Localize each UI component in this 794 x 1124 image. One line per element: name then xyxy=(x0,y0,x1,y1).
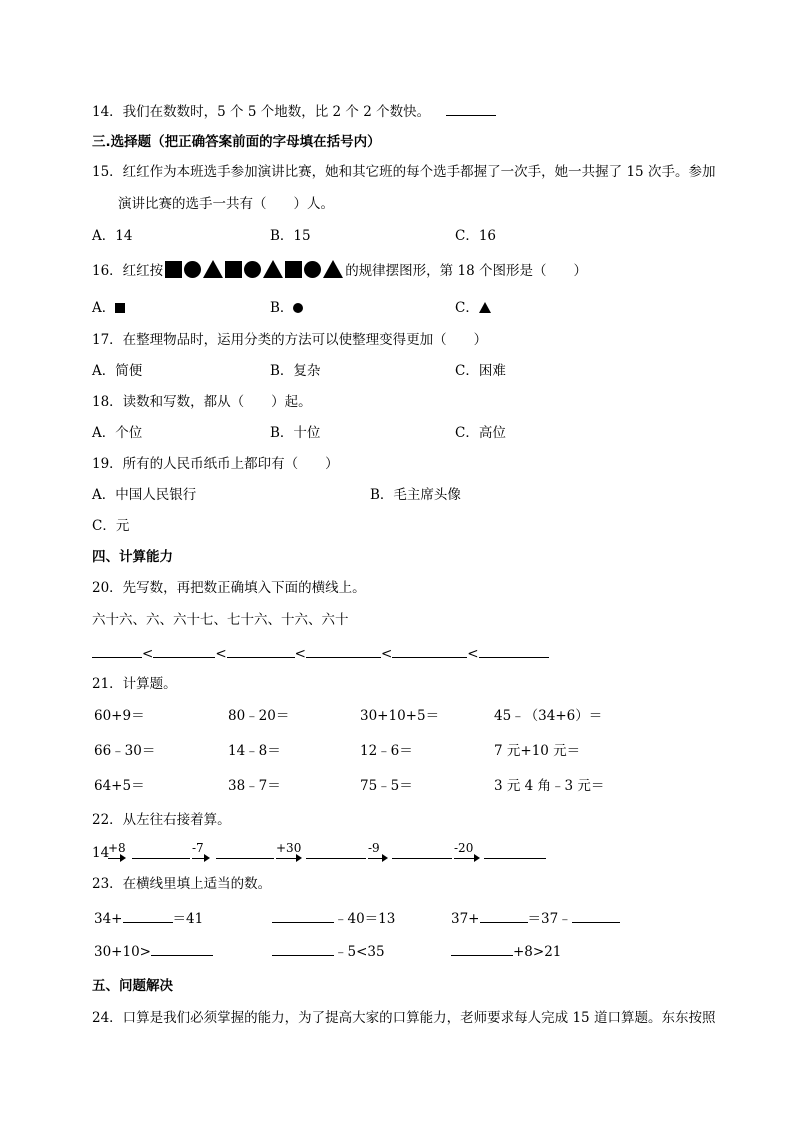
answer-blank[interactable] xyxy=(92,643,142,658)
triangle-icon xyxy=(203,260,223,278)
answer-blank[interactable] xyxy=(272,908,334,923)
option-c[interactable]: C．高位 xyxy=(455,425,506,441)
less-than: < xyxy=(215,646,227,662)
answer-blank[interactable] xyxy=(392,643,467,658)
option-a[interactable]: A．简便 xyxy=(92,363,143,379)
question-15-line2: 演讲比赛的选手一共有（ ）人。 xyxy=(118,196,334,212)
triangle-icon xyxy=(263,260,283,278)
fill-text: +8>21 xyxy=(513,944,562,960)
section-3-title: 三.选择题（把正确答案前面的字母填在括号内） xyxy=(92,134,381,150)
less-than: < xyxy=(294,646,306,662)
calc-item[interactable]: 38﹣7＝ xyxy=(228,778,281,794)
fill-text: ﹣5<35 xyxy=(334,944,385,960)
square-icon xyxy=(165,261,182,278)
chain-op: +8 xyxy=(108,841,126,855)
section-5-title: 五、问题解决 xyxy=(92,978,173,994)
question-14 xyxy=(92,101,496,121)
fill-text: 37+ xyxy=(451,911,480,927)
answer-blank[interactable] xyxy=(153,643,215,658)
arrow-icon xyxy=(204,854,210,862)
fill-text: ＝37﹣ xyxy=(527,911,572,927)
fill-text: 34+ xyxy=(94,911,123,927)
fill-item xyxy=(451,908,620,928)
fill-text: ＝41 xyxy=(172,911,204,927)
chain-op: -7 xyxy=(192,841,204,855)
option-letter: A． xyxy=(92,300,116,316)
number-list: 六十六、六、六十七、七十六、十六、六十 xyxy=(92,612,349,628)
option-b[interactable]: B．十位 xyxy=(270,425,321,441)
chain-start: 14 xyxy=(92,845,110,861)
calc-item[interactable]: 45﹣（34+6）＝ xyxy=(494,708,603,724)
arrow-icon xyxy=(474,854,480,862)
square-icon xyxy=(115,303,125,313)
answer-blank[interactable] xyxy=(480,908,528,923)
option-c[interactable] xyxy=(455,299,491,317)
chain-op: -9 xyxy=(368,841,380,855)
fill-item xyxy=(451,941,561,961)
answer-blank[interactable] xyxy=(484,858,546,859)
chain-op: -20 xyxy=(454,841,474,855)
option-b[interactable] xyxy=(270,299,303,317)
calc-item[interactable]: 14﹣8＝ xyxy=(228,743,281,759)
circle-icon xyxy=(244,261,261,278)
calc-item[interactable]: 60+9＝ xyxy=(94,708,145,724)
fill-item xyxy=(94,941,213,961)
answer-blank[interactable] xyxy=(572,908,620,923)
option-letter: B． xyxy=(270,300,294,316)
chain-op: +30 xyxy=(276,841,302,855)
triangle-icon xyxy=(323,260,343,278)
answer-blank[interactable] xyxy=(392,858,452,859)
less-than: < xyxy=(380,646,393,662)
answer-blank[interactable] xyxy=(479,643,549,658)
fill-text: 30+10> xyxy=(94,944,151,960)
answer-blank[interactable] xyxy=(451,941,513,956)
question-19: 19．所有的人民币纸币上都印有（ ） xyxy=(92,456,339,472)
answer-blank[interactable] xyxy=(216,858,274,859)
question-21: 21．计算题。 xyxy=(92,676,177,692)
calc-item[interactable]: 30+10+5＝ xyxy=(360,708,440,724)
answer-blank[interactable] xyxy=(123,908,173,923)
option-c[interactable]: C．16 xyxy=(455,228,497,244)
question-16 xyxy=(92,260,587,280)
fill-item xyxy=(94,908,203,928)
fill-item xyxy=(272,941,385,961)
answer-blank[interactable] xyxy=(306,858,366,859)
fill-item xyxy=(272,908,395,928)
calc-item[interactable]: 7 元+10 元＝ xyxy=(494,743,581,759)
option-b[interactable]: B．复杂 xyxy=(270,363,321,379)
circle-icon xyxy=(304,261,321,278)
shape-pattern xyxy=(165,260,343,278)
arrow-line xyxy=(276,858,298,859)
option-b[interactable]: B．毛主席头像 xyxy=(370,487,461,503)
option-b[interactable]: B．15 xyxy=(270,228,311,244)
answer-blank[interactable] xyxy=(132,858,190,859)
question-16-prefix: 16．红红按 xyxy=(92,263,164,279)
option-c[interactable]: C．困难 xyxy=(455,363,506,379)
option-c[interactable]: C．元 xyxy=(92,518,130,534)
answer-blank[interactable] xyxy=(306,643,381,658)
question-16-suffix: 的规律摆图形，第 18 个图形是（ ） xyxy=(345,263,587,279)
less-than: < xyxy=(467,646,479,662)
question-17: 17．在整理物品时，运用分类的方法可以使整理变得更加（ ） xyxy=(92,332,488,348)
arrow-line xyxy=(454,858,476,859)
answer-blank[interactable] xyxy=(272,941,334,956)
ordering-blanks xyxy=(92,643,549,663)
question-18: 18．读数和写数，都从（ ）起。 xyxy=(92,394,312,410)
section-4-title: 四、计算能力 xyxy=(92,549,173,565)
circle-icon xyxy=(293,303,303,313)
calc-item[interactable]: 3 元 4 角﹣3 元＝ xyxy=(494,778,605,794)
option-a[interactable]: A．个位 xyxy=(92,425,143,441)
arrow-icon xyxy=(382,854,388,862)
fill-text: ﹣40＝13 xyxy=(334,911,396,927)
square-icon xyxy=(225,261,242,278)
question-23: 23．在横线里填上适当的数。 xyxy=(92,876,272,892)
calc-item[interactable]: 64+5＝ xyxy=(94,778,145,794)
calc-item[interactable]: 12﹣6＝ xyxy=(360,743,413,759)
option-a[interactable]: A．中国人民银行 xyxy=(92,487,197,503)
question-14-text: 14．我们在数数时，5 个 5 个地数，比 2 个 2 个数快。 xyxy=(92,104,431,120)
answer-blank[interactable] xyxy=(446,101,496,116)
calc-item[interactable]: 66﹣30＝ xyxy=(94,743,156,759)
question-24: 24．口算是我们必须掌握的能力，为了提高大家的口算能力，老师要求每人完成 15 道口算题。东东按照 xyxy=(92,1010,716,1026)
calc-item[interactable]: 75﹣5＝ xyxy=(360,778,413,794)
question-15-line1: 15．红红作为本班选手参加演讲比赛，她和其它班的每个选手都握了一次手，她一共握了 15 次手。参加 xyxy=(92,164,716,180)
triangle-icon xyxy=(479,302,491,313)
less-than: < xyxy=(142,646,154,662)
circle-icon xyxy=(184,261,201,278)
question-20: 20．先写数，再把数正确填入下面的横线上。 xyxy=(92,580,366,596)
question-22: 22．从左往右接着算。 xyxy=(92,812,231,828)
option-a[interactable]: A．14 xyxy=(92,228,133,244)
arrow-icon xyxy=(120,854,126,862)
answer-blank[interactable] xyxy=(151,941,213,956)
square-icon xyxy=(285,261,302,278)
option-letter: C． xyxy=(455,300,479,316)
arrow-icon xyxy=(296,854,302,862)
answer-blank[interactable] xyxy=(227,643,295,658)
calc-item[interactable]: 80﹣20＝ xyxy=(228,708,290,724)
option-a[interactable] xyxy=(92,299,125,317)
